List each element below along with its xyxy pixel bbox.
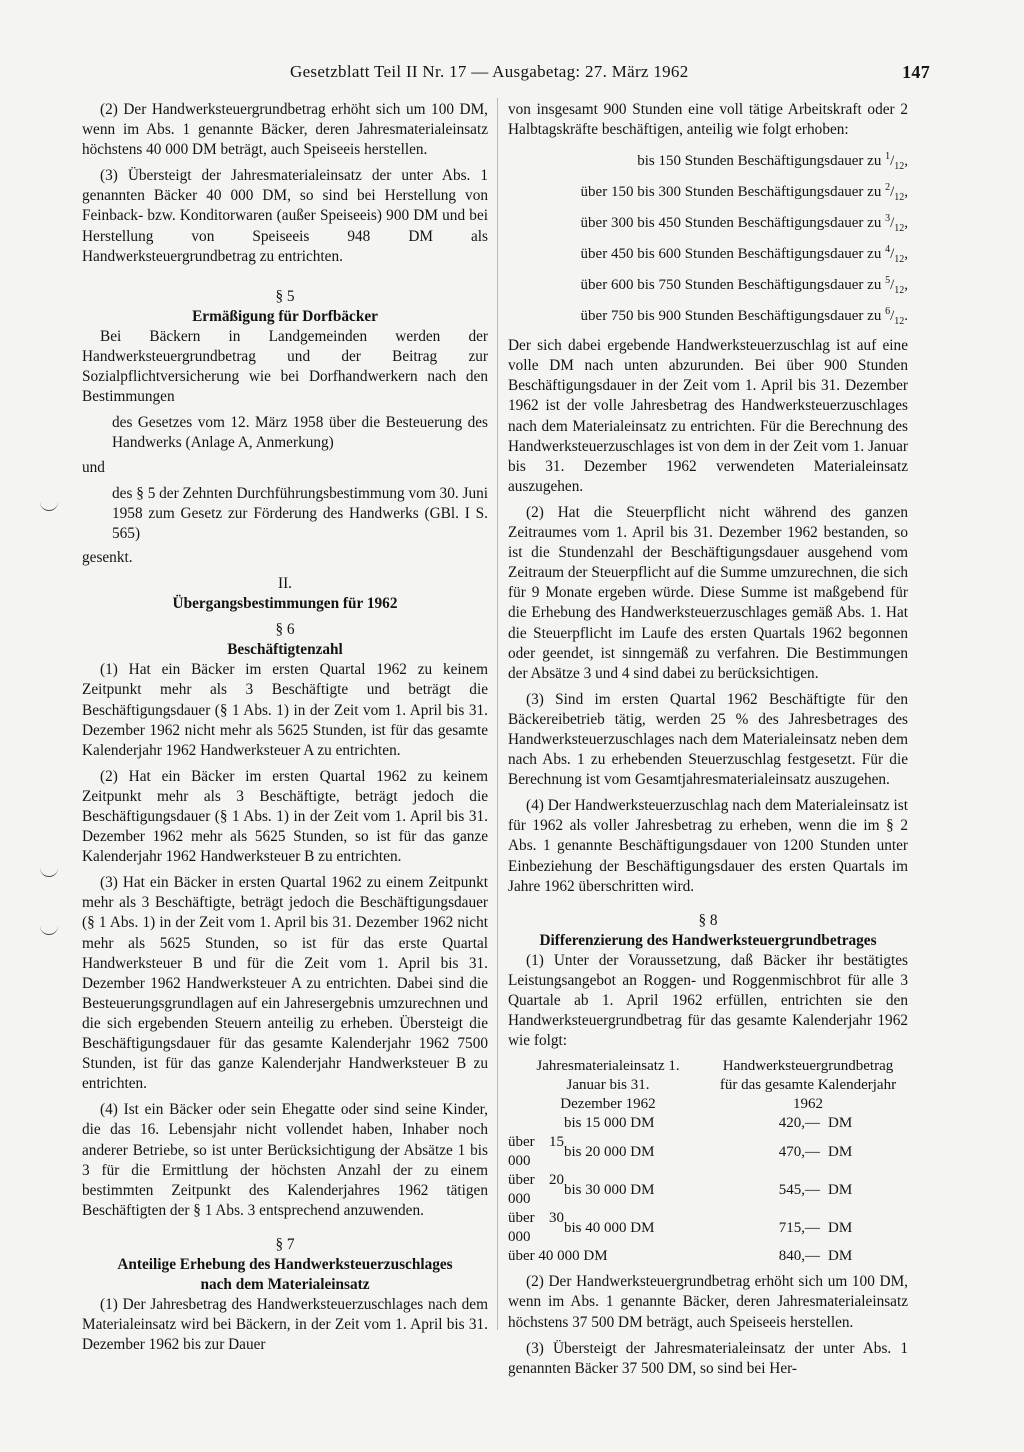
section-number-5: § 5 — [275, 287, 295, 305]
paragraph-s6-2: (2) Hat ein Bäcker im ersten Quartal 1962 zu keinem Zeitpunkt mehr als 3 Beschäftigte, beträgt jedoch die Beschäftigungsdauer (§ 1 Abs. 1) in der Zeit vom 1. April bis 31. Dezember 1962 mehr als 5625 Stunden, so ist für das ganze Kalenderjahr 1962 Handwerksteuer B zu entrichten. — [82, 767, 488, 866]
part-number-2: II. — [277, 574, 292, 592]
citation-2: des § 5 der Zehnten Durchführungsbestimmung vom 30. Juni 1958 zum Gesetz zur Förderung des Handwerks (GBl. I S. 565) — [112, 484, 488, 542]
right-column — [508, 100, 908, 1385]
paragraph-s8-3: (3) Übersteigt der Jahresmaterialeinsatz der unter Abs. 1 genannten Bäcker 37 500 DM, so sind bei Her- — [508, 1339, 908, 1377]
section-number-6: § 6 — [275, 621, 295, 639]
table-row: bis 15 000 DM 420,— DM — [564, 1115, 853, 1132]
section-title-8: Differenzierung des Handwerksteuergrundbetrages — [539, 931, 877, 949]
fraction-item: über 450 bis 600 Stunden Beschäftigungsdauer zu $^4/_{12}$, — [580, 244, 908, 266]
table-row: über 20 000 bis 30 000 DM 545,— DM — [508, 1172, 853, 1208]
margin-mark — [40, 926, 58, 935]
paragraph-s7-1: (1) Der Jahresbetrag des Handwerksteuerzuschlages nach dem Materialeinsatz wird bei Bäckern, in der Zeit vom 1. April bis 31. Dezember 1962 bis zur Dauer — [82, 1296, 488, 1354]
paragraph-s7-1-rounding: Der sich dabei ergebende Handwerksteuerzuschlag ist auf eine volle DM nach unten abzurunden. Bei über 900 Stunden Beschäftigungsdauer in der Zeit vom 1. April bis 31. Dezember 1962 ist der volle Jahresbetrag des Handwerksteuerzuschlages nach dem Materialeinsatz zu entrichten. Für die Berechnung des Handwerksteuerzuschlages ist von dem in der Zeit vom 1. Januar bis 31. Dezember 1962 verwendeten Materialeinsatz auszugehen. — [508, 337, 908, 495]
section-title-6: Beschäftigtenzahl — [227, 641, 343, 659]
table-header-row — [508, 1057, 908, 1114]
paragraph-s6-4: (4) Ist ein Bäcker oder sein Ehegatte oder sind seine Kinder, die das 16. Lebensjahr nicht vollendet haben, Inhaber noch anderer Betriebe, so ist unter Berücksichtigung der Absätze 1 bis 3 für die Ermittlung der höchsten Anzahl der zu einem bestimmten Zeitpunkt des Kalenderjahres 1962 tätigen Beschäftigten der § 1 Abs. 3 entsprechend anzuwenden. — [82, 1101, 488, 1219]
page-number: 147 — [902, 62, 930, 82]
citation-1: des Gesetzes vom 12. März 1958 über die Besteuerung des Handwerks (Anlage A, Anmerkung) — [112, 414, 488, 452]
paragraph-s5-1: Bei Bäckern in Landgemeinden werden der Handwerksteuergrundbetrag und der Beitrag zur Sozialpflichtversicherung wie bei Dorfhandwerkern nach den Bestimmungen — [82, 327, 488, 406]
paragraph-s6-1: (1) Hat ein Bäcker im ersten Quartal 1962 zu keinem Zeitpunkt mehr als 3 Beschäftigte und beträgt die Beschäftigungsdauer (§ 1 Abs. 1) in der Zeit vom 1. April bis 31. Dezember 1962 nicht mehr als 5625 Stunden, ist für das gesamte Kalenderjahr 1962 Handwerksteuer A zu entrichten. — [82, 661, 488, 759]
table-row: über 15 000 bis 20 000 DM 470,— DM — [508, 1134, 853, 1170]
fraction-list — [508, 146, 908, 332]
fraction-item: über 150 bis 300 Stunden Beschäftigungsdauer zu $^2/_{12}$, — [580, 182, 908, 204]
table-row: über 40 000 DM 840,— DM — [508, 1248, 853, 1265]
section-number-7: § 7 — [275, 1235, 295, 1253]
left-column — [82, 100, 488, 1361]
part-title-2: Übergangsbestimmungen für 1962 — [172, 595, 398, 613]
paragraph-s7-4: (4) Der Handwerksteuerzuschlag nach dem Materialeinsatz ist für 1962 als voller Jahresbetrag zu erheben, wenn die im § 2 Abs. 1 genannte Beschäftigungsdauer von 1200 Stunden unter Einbeziehung der Beschäftigungsdauer des ersten Quartals im Jahre 1962 überschritten wird. — [508, 797, 908, 895]
margin-mark — [40, 868, 58, 877]
margin-mark — [40, 502, 58, 511]
paragraph-s5-end: gesenkt. — [82, 548, 133, 566]
section-number-8: § 8 — [698, 911, 718, 929]
paragraph-s8-2: (2) Der Handwerksteuergrundbetrag erhöht sich um 100 DM, wenn im Abs. 1 genannte Bäcker, deren Jahresmaterialeinsatz höchstens 37 500 DM beträgt, auch Speiseeis herstellen. — [508, 1273, 908, 1331]
table-header-material: Jahresmaterialeinsatz 1. Januar bis 31. Dezember 1962 — [536, 1058, 680, 1113]
paragraph-s6-3: (3) Hat ein Bäcker in ersten Quartal 1962 zu einem Zeitpunkt mehr als 3 Beschäftigte, beträgt jedoch die Beschäftigungsdauer (§ 1 Abs. 1) in der Zeit vom 1. April bis 31. Dezember 1962 nicht mehr als 5625 Stunden, so ist für das erste Quartal Handwerksteuer B und für die Zeit vom 1. April bis 31. Dezember 1962 Handwerksteuer A zu entrichten. Dabei sind die Besteuerungsgrundlagen auf ein Jahresergebnis umzurechnen und die sich ergebenden Steuern anteilig zu erheben. Übersteigt die Beschäftigungsdauer für das gesamte Kalenderjahr 1962 7500 Stunden, ist für das ganze Kalenderjahr Handwerksteuer B zu entrichten. — [82, 874, 488, 1093]
section-title-5: Ermäßigung für Dorfbäcker — [192, 307, 378, 325]
column-divider — [497, 98, 498, 1330]
paragraph-s4-3: (3) Übersteigt der Jahresmaterialeinsatz der unter Abs. 1 genannten Bäcker 40 000 DM, so sind bei Herstellung von Feinback- bzw. Konditorwaren (außer Speiseeis) 900 DM und bei Herstellung von Speiseeis 948 DM als Handwerksteuergrundbetrag zu entrichten. — [82, 167, 488, 265]
table-header-basic-amount: Handwerksteuergrundbetrag für das gesamte Kalenderjahr 1962 — [719, 1058, 897, 1113]
fraction-item: über 600 bis 750 Stunden Beschäftigungsdauer zu $^5/_{12}$, — [580, 275, 908, 297]
fraction-item: bis 150 Stunden Beschäftigungsdauer zu $^1/_{12}$, — [637, 151, 908, 173]
paragraph-s4-2: (2) Der Handwerksteuergrundbetrag erhöht sich um 100 DM, wenn im Abs. 1 genannte Bäcker, deren Jahresmaterialeinsatz höchstens 40 000 DM beträgt, auch Speiseeis herstellen. — [82, 101, 488, 159]
header-title: Gesetzblatt Teil II Nr. 17 — Ausgabetag: 27. März 1962 — [290, 62, 689, 81]
paragraph-s7-1-cont: von insgesamt 900 Stunden eine voll tätige Arbeitskraft oder 2 Halbtagskräfte beschäftigen, anteilig wie folgt erhoben: — [508, 101, 908, 139]
paragraph-s8-1: (1) Unter der Voraussetzung, daß Bäcker ihr bestätigtes Leistungsangebot an Roggen- und Roggenmischbrot für alle 3 Quartale ab 1. April 1962 erfüllen, entrichten sie den Handwerksteuergrundbetrag für das gesamte Kalenderjahr 1962 wie folgt: — [508, 951, 908, 1050]
paragraph-s7-2: (2) Hat die Steuerpflicht nicht während des ganzen Zeitraumes vom 1. April bis 31. Dezember 1962 bestanden, so ist die Stundenzahl der Beschäftigungsdauer ausgehend vom Zeitraum der Steuerpflicht auf die Summe umzurechnen, die sich für 9 Monate ergeben würde. Diese Summe ist maßgebend für die Erhebung des Handwerksteuerzuschlages gemäß Abs. 1. Hat die Steuerpflicht im Laufe des ersten Quartals 1962 begonnen oder geendet, ist sinngemäß zu verfahren. Die Bestimmungen der Absätze 3 und 4 sind dabei zu berücksichtigen. — [508, 503, 908, 682]
table-row: über 30 000 bis 40 000 DM 715,— DM — [508, 1210, 853, 1246]
fraction-item: über 300 bis 450 Stunden Beschäftigungsdauer zu $^3/_{12}$, — [580, 213, 908, 235]
tax-table — [508, 1057, 908, 1266]
paragraph-s7-3: (3) Sind im ersten Quartal 1962 Beschäftigte für den Bäckereibetrieb tätig, werden 25 % des Jahresbetrages des Handwerksteuerzuschlages nach dem Materialeinsatz neben dem nach Abs. 1 zu erhebenden Steuerzuschlag festgesetzt. Für die Berechnung ist vom Gesamtjahresmaterialeinsatz auszugehen. — [508, 690, 908, 789]
page-header — [290, 62, 930, 82]
section-title-7a: Anteilige Erhebung des Handwerksteuerzuschlages — [117, 1255, 453, 1273]
section-title-7b: nach dem Materialeinsatz — [200, 1276, 370, 1294]
conjunction-und: und — [82, 458, 105, 476]
fraction-item: über 750 bis 900 Stunden Beschäftigungsdauer zu $^6/_{12}$. — [580, 306, 908, 328]
